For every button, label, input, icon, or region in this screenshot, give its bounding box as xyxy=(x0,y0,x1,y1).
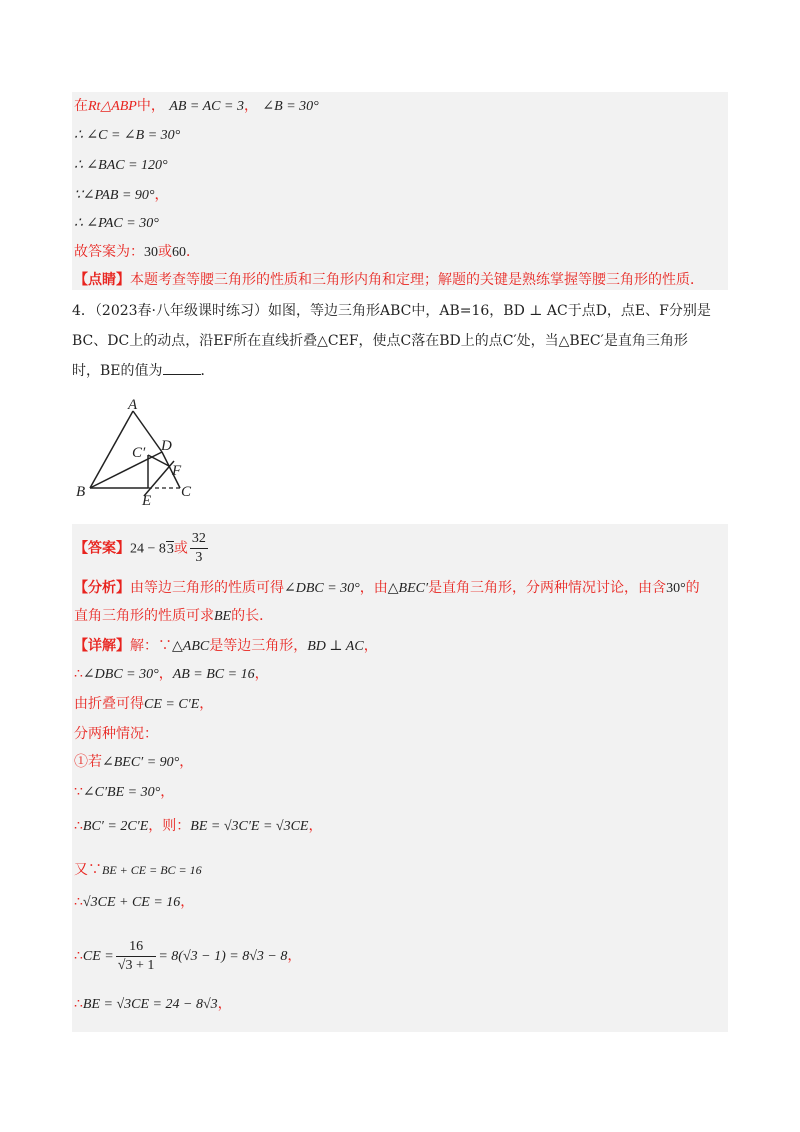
solution-line-7: 【点睛】本题考查等腰三角形的性质和三角形内角和定理；解题的关键是熟练掌握等腰三角形的性质． xyxy=(74,272,704,288)
detail-line-8: 又∵BE + CE = BC = 16 xyxy=(74,862,202,878)
detail-line-6: ∵∠C′BE = 30°， xyxy=(74,784,175,800)
problem-line-2: BC、DC上的动点，沿EF所在直线折叠△CEF，使点C落在BD上的点C′处，当△BEC′是直角三角形 xyxy=(72,333,688,349)
detail-line-9: ∴√3CE + CE = 16， xyxy=(74,894,195,910)
label-e: E xyxy=(142,493,152,509)
solution-line-4: ∵∠PAB = 90°， xyxy=(74,187,169,203)
label-b: B xyxy=(76,484,86,500)
geometry-figure xyxy=(70,395,210,510)
solution-line-6: 故答案为：30或60． xyxy=(74,244,200,260)
detail-line-11: ∴BE = √3CE = 24 − 8√3， xyxy=(74,996,232,1012)
answer-blank xyxy=(163,360,201,375)
solution-line-5: ∴ ∠PAC = 30° xyxy=(74,216,159,231)
detail-line-1: 【详解】解：∵△ABC是等边三角形，BD ⊥ AC， xyxy=(74,638,378,654)
detail-line-10: ∴CE = $\frac{16}{√3 + 1}$ = 8(√3 − 1) = 8√3 − 8， xyxy=(74,938,302,973)
solution-line-3: ∴ ∠BAC = 120° xyxy=(74,158,168,173)
detail-line-3: 由折叠可得CE = C′E， xyxy=(74,696,214,712)
label-a: A xyxy=(128,397,138,413)
answer-line: 【答案】24 − 83或 $\frac{32}{3}$ xyxy=(74,531,206,565)
analysis-line-1: 【分析】由等边三角形的性质可得∠DBC = 30°，由△BEC′是直角三角形，分两种情况讨论，由含30°的 xyxy=(74,580,700,596)
label-c: C xyxy=(181,484,192,500)
problem-line-3: 时，BE的值为 ． xyxy=(72,356,728,386)
analysis-line-2: 直角三角形的性质可求BE的长． xyxy=(74,608,274,624)
problem-4 xyxy=(72,296,728,386)
label-c-prime: C′ xyxy=(132,445,146,461)
problem-line-1: 4．（2023春·八年级课时练习）如图，等边三角形ABC中，AB=16，BD ⊥ AC于点D，点E、F分别是 xyxy=(72,303,711,319)
ce-fraction: $\frac{16}{√3 + 1}$ xyxy=(117,938,155,973)
answer-fraction: $\frac{32}{3}$ xyxy=(191,531,206,565)
detail-line-5: ①若∠BEC′ = 90°， xyxy=(74,754,194,770)
detail-line-7: ∴BC′ = 2C′E，则：BE = √3C′E = √3CE， xyxy=(74,818,323,834)
detail-line-2: ∴∠DBC = 30°，AB = BC = 16， xyxy=(74,666,269,682)
solution-line-1: 在Rt△ABP中， AB = AC = 3， ∠B = 30° xyxy=(74,98,319,114)
label-d: D xyxy=(161,438,172,454)
detail-line-4: 分两种情况： xyxy=(74,726,158,742)
label-f: F xyxy=(172,463,182,479)
solution-line-2: ∴ ∠C = ∠B = 30° xyxy=(74,128,181,143)
